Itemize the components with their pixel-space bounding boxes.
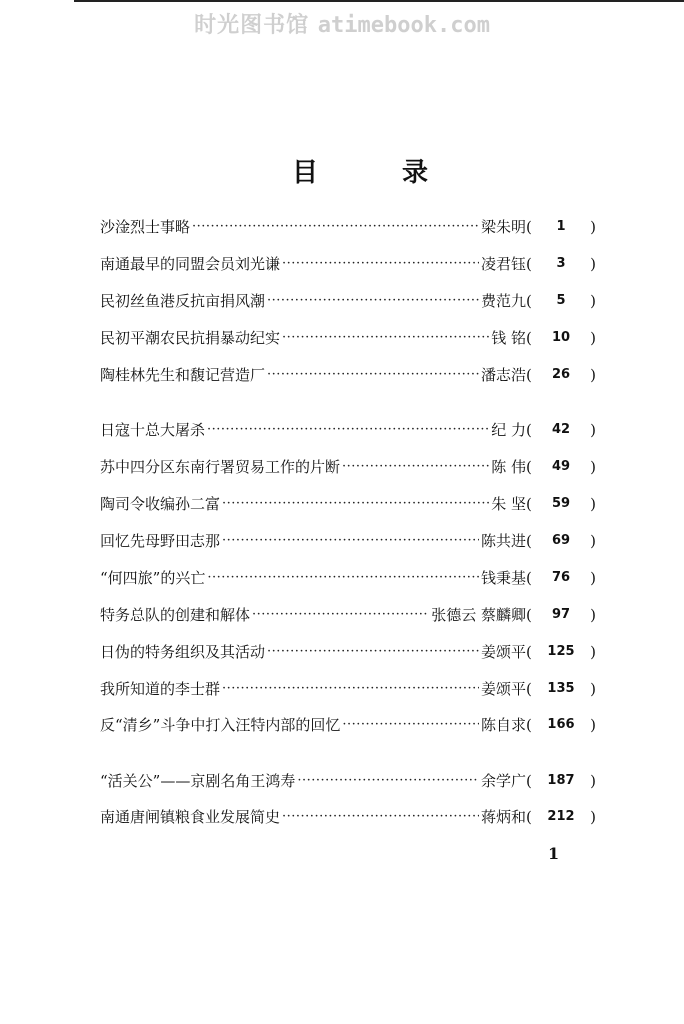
toc-entry-page: ( 135 ) (526, 676, 596, 702)
toc-entry-page-number: 1 (556, 219, 566, 234)
toc-entry-page-number: 5 (556, 293, 566, 308)
leader-dots (267, 362, 479, 388)
toc-entry-author: 潘志浩 (480, 366, 526, 384)
toc-entry-page: ( 3 ) (526, 251, 596, 277)
toc-entry-page-number: 59 (551, 496, 571, 511)
toc-entry-page: ( 125 ) (526, 639, 596, 665)
toc-entry-page-number: 212 (547, 809, 575, 824)
toc-entry-page: ( 187 ) (526, 768, 596, 794)
toc-entry-author: 朱 坚 (491, 495, 526, 513)
toc-entry-author: 费范九 (480, 292, 526, 310)
leader-dots (222, 676, 479, 702)
toc-entry-page-number: 26 (551, 367, 571, 382)
toc-entry-title: 民初丝鱼港反抗亩捐风潮 (100, 292, 266, 310)
leader-dots (267, 288, 479, 314)
toc-entry[interactable] (100, 639, 596, 665)
toc-entry[interactable] (100, 768, 596, 794)
leader-dots (252, 602, 429, 628)
toc-entry-page: ( 59 ) (526, 491, 596, 517)
toc-entry[interactable] (100, 712, 596, 738)
leader-dots (297, 768, 479, 794)
page-number: 1 (548, 844, 560, 863)
page-title-char-2: 录 (402, 158, 429, 188)
leader-dots (342, 712, 479, 738)
leader-dots (222, 491, 489, 517)
toc-entry-author: 蒋炳和 (480, 808, 526, 826)
leader-dots (282, 251, 479, 277)
toc-entry-title: 特务总队的创建和解体 (100, 606, 251, 624)
watermark-site-name: 时光图书馆 (194, 13, 310, 38)
toc-entry-title: 苏中四分区东南行署贸易工作的片断 (100, 458, 341, 476)
toc-entry-page: ( 49 ) (526, 454, 596, 480)
leader-dots (207, 565, 479, 591)
leader-dots (282, 804, 479, 830)
toc-entry[interactable] (100, 602, 596, 628)
page-title (288, 152, 438, 188)
toc-entry[interactable] (100, 288, 596, 314)
toc-entry-author: 余学广 (480, 772, 526, 790)
toc-entry-author: 陈 伟 (491, 458, 526, 476)
toc-entry-page-number: 187 (547, 773, 575, 788)
toc-entry-author: 姜颂平 (480, 643, 526, 661)
toc-entry[interactable] (100, 417, 596, 443)
toc-entry-title: 反“清乡”斗争中打入汪特内部的回忆 (100, 716, 341, 734)
toc-entry-page-number: 10 (551, 330, 571, 345)
toc-entry[interactable] (100, 251, 596, 277)
toc-entry-page-number: 166 (547, 717, 575, 732)
leader-dots (192, 214, 479, 240)
page-title-char-1: 目 (292, 158, 319, 188)
toc-entry-page: ( 166 ) (526, 712, 596, 738)
toc-entry[interactable] (100, 454, 596, 480)
toc-entry-page-number: 3 (556, 256, 566, 271)
toc-entry-page-number: 42 (551, 422, 571, 437)
toc-entry-page: ( 1 ) (526, 214, 596, 240)
toc-entry-page: ( 69 ) (526, 528, 596, 554)
toc-entry-title: 日寇十总大屠杀 (100, 421, 206, 439)
toc-entry-author: 纪 力 (491, 421, 526, 439)
toc-entry-title: 沙淦烈士事略 (100, 218, 191, 236)
toc-entry[interactable] (100, 565, 596, 591)
toc-entry-title: “何四旅”的兴亡 (100, 569, 206, 587)
toc-entry[interactable] (100, 676, 596, 702)
toc-entry[interactable] (100, 362, 596, 388)
toc-entry-author: 凌君钰 (480, 255, 526, 273)
toc-entry-title: 民初平潮农民抗捐暴动纪实 (100, 329, 281, 347)
leader-dots (267, 639, 479, 665)
toc-entry-title: 日伪的特务组织及其活动 (100, 643, 266, 661)
toc-entry-author: 张德云 蔡麟卿 (431, 606, 526, 624)
toc-entry-title: 回忆先母野田志那 (100, 532, 221, 550)
leader-dots (342, 454, 489, 480)
toc-entry-page-number: 97 (551, 607, 571, 622)
toc-entry[interactable] (100, 214, 596, 240)
toc-entry[interactable] (100, 528, 596, 554)
toc-entry-author: 姜颂平 (480, 680, 526, 698)
toc-entry-title: “活关公”——京剧名角王鸿寿 (100, 772, 296, 790)
toc-entry-page: ( 5 ) (526, 288, 596, 314)
toc-entry-page-number: 49 (551, 459, 571, 474)
toc-entry-author: 梁朱明 (480, 218, 526, 236)
toc-entry[interactable] (100, 491, 596, 517)
toc-entry-page-number: 135 (547, 681, 575, 696)
toc-entry-author: 陈共进 (480, 532, 526, 550)
leader-dots (207, 417, 489, 443)
toc-entry-page: ( 76 ) (526, 565, 596, 591)
toc-entry-author: 钱秉基 (480, 569, 526, 587)
toc-entry-page: ( 97 ) (526, 602, 596, 628)
leader-dots (282, 325, 489, 351)
watermark (0, 8, 684, 39)
top-border-rule (74, 0, 684, 2)
toc-entry-title: 陶桂林先生和馥记营造厂 (100, 366, 266, 384)
toc-entry-title: 陶司令收编孙二富 (100, 495, 221, 513)
toc-entry-page-number: 125 (547, 644, 575, 659)
toc-entry-author: 钱 铭 (491, 329, 526, 347)
toc-entry-page: ( 10 ) (526, 325, 596, 351)
toc-entry[interactable] (100, 804, 596, 830)
toc-entry-page: ( 42 ) (526, 417, 596, 443)
toc-entry-page: ( 26 ) (526, 362, 596, 388)
toc-entry-title: 我所知道的李士群 (100, 680, 221, 698)
toc-entry-page-number: 69 (551, 533, 571, 548)
toc-entry-author: 陈自求 (480, 716, 526, 734)
watermark-domain: atimebook.com (317, 13, 490, 38)
toc-entry[interactable] (100, 325, 596, 351)
leader-dots (222, 528, 479, 554)
toc-entry-page-number: 76 (551, 570, 571, 585)
toc-entry-title: 南通唐闸镇粮食业发展简史 (100, 808, 281, 826)
toc-entry-title: 南通最早的同盟会员刘光谦 (100, 255, 281, 273)
toc-entry-page: ( 212 ) (526, 804, 596, 830)
